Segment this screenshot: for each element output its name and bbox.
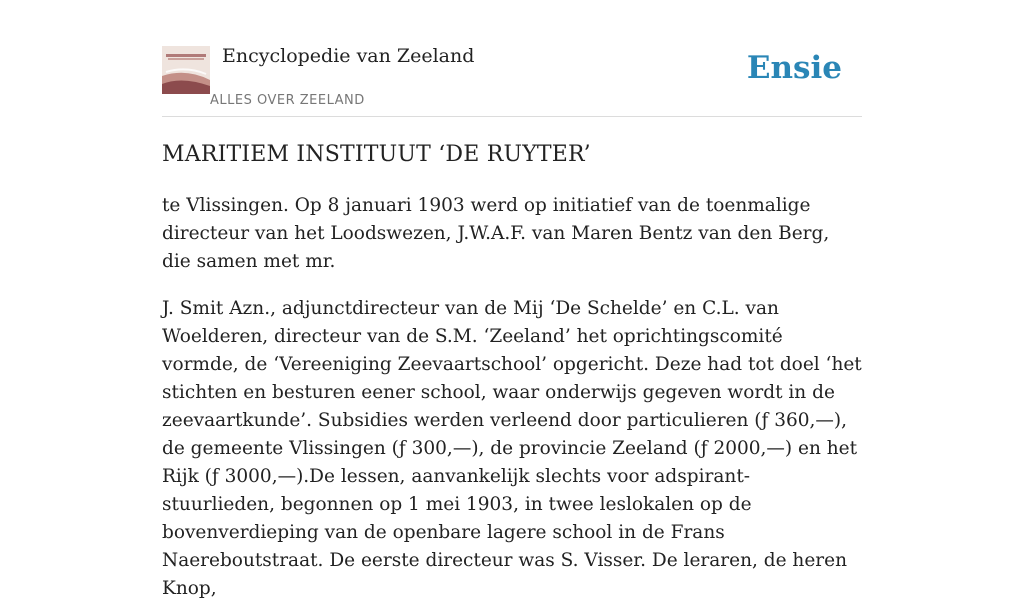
article-paragraph: J. Smit Azn., adjunctdirecteur van de Mij ‘De Schelde’ en C.L. van Woelderen, directeur van de S.M. ‘Zeeland’ het oprichtingscomité vormde, de ‘Vereeniging Zeevaartschool’ opgericht. Deze had tot doel ‘het stichten en besturen eener school, waar onderwijs gegeven wordt in de zeevaartkunde’. Subsidies werden verleend door particulieren (ƒ 360,—), de gemeente Vlissingen (ƒ 300,—), de provincie Zeeland (ƒ 2000,—) en het Rijk (ƒ 3000,—).De lessen, aanvankelijk slechts voor adspirant-stuurlieden, begonnen op 1 mei 1903, in twee leslokalen op de bovenverdieping van de openbare lagere school in de Frans Naereboutstraat. De eerste directeur was S. Visser. De leraren, de heren Knop,: [162, 298, 862, 599]
article: [162, 140, 862, 603]
site-header: [162, 0, 862, 117]
book-image-icon: [162, 46, 210, 94]
site-subtitle: ALLES OVER ZEELAND: [210, 93, 365, 108]
article-title: MARITIEM INSTITUUT ‘DE RUYTER’: [162, 142, 591, 167]
article-paragraph: te Vlissingen. Op 8 januari 1903 werd op initiatief van de toenmalige directeur van het Loodswezen, J.W.A.F. van Maren Bentz van den Berg, die samen met mr.: [162, 195, 830, 272]
site-logo-avatar[interactable]: [162, 46, 210, 94]
site-title[interactable]: Encyclopedie van Zeeland: [222, 45, 475, 67]
brand-logo-link[interactable]: Ensie: [746, 50, 842, 86]
